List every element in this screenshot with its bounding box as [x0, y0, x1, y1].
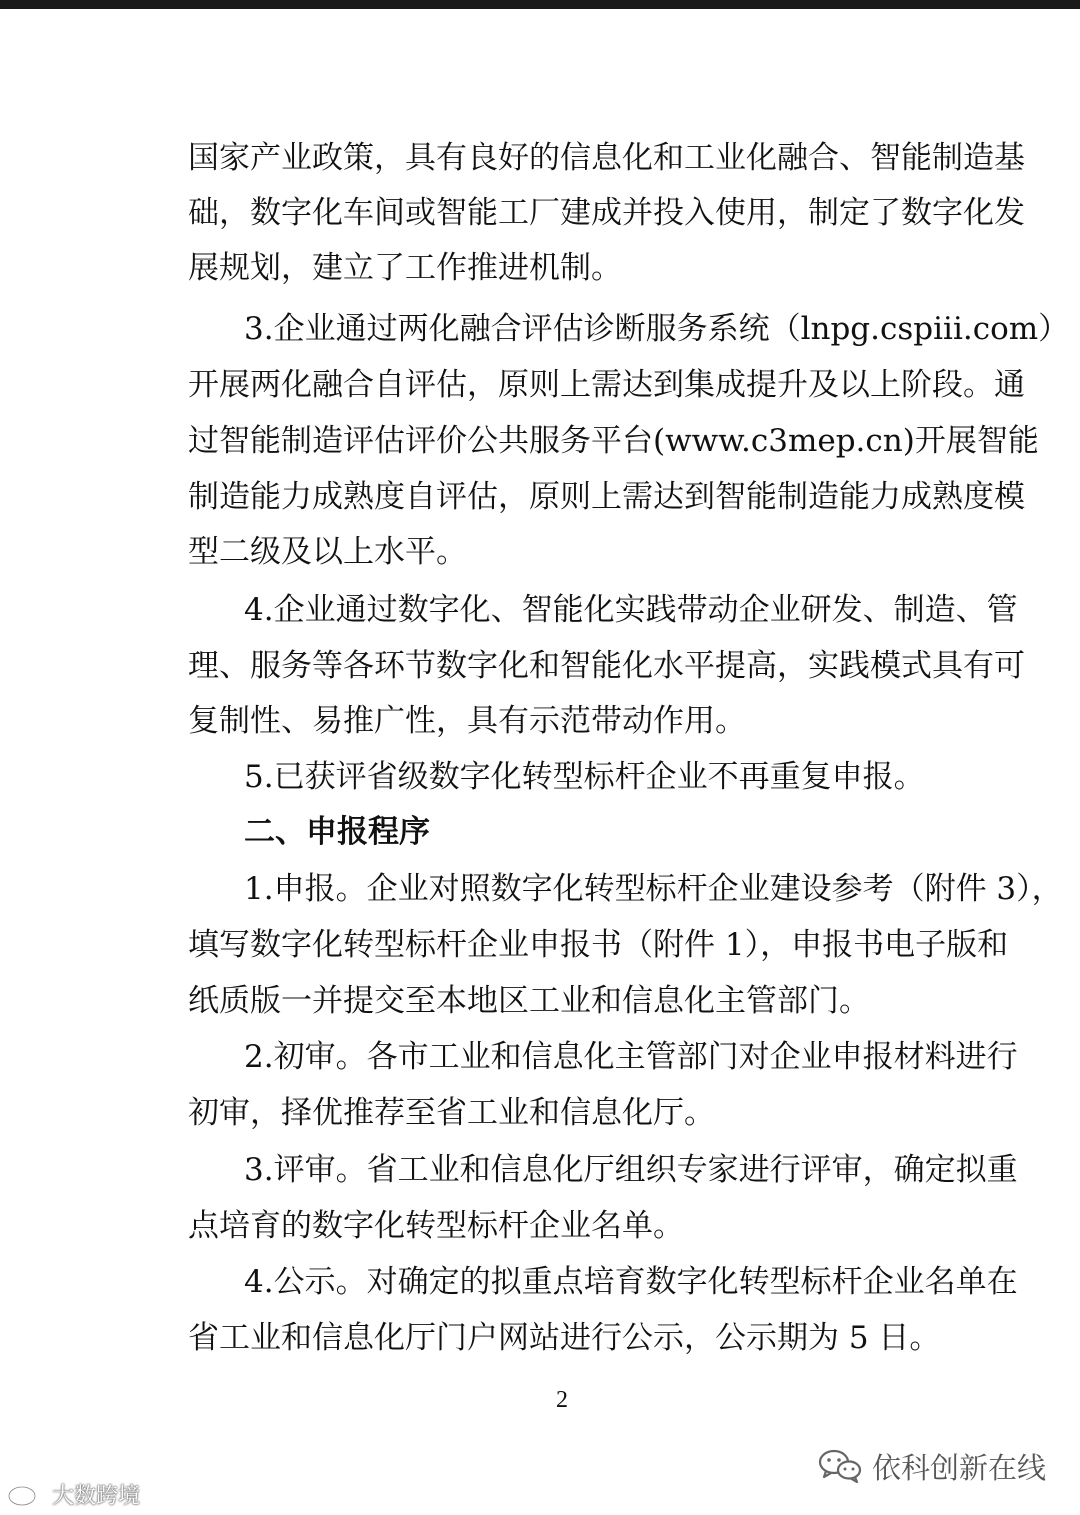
- paragraph-line: 3.企业通过两化融合评估诊断服务系统（lnpg.cspiii.com）: [244, 311, 1070, 347]
- wechat-account-name: 依科创新在线: [871, 1450, 1046, 1485]
- paragraph-line: 1.申报。企业对照数字化转型标杆企业建设参考（附件 3），: [244, 871, 1063, 907]
- weibo-icon: [6, 1481, 46, 1507]
- paragraph-line: 点培育的数字化转型标杆企业名单。: [188, 1208, 684, 1244]
- paragraph-line: 开展两化融合自评估，原则上需达到集成提升及以上阶段。通: [188, 367, 1025, 403]
- paragraph-line: 国家产业政策，具有良好的信息化和工业化融合、智能制造基: [188, 140, 1025, 176]
- paragraph-line: 填写数字化转型标杆企业申报书（附件 1），申报书电子版和: [188, 927, 1009, 963]
- weibo-watermark: [6, 1478, 140, 1510]
- paragraph-line: 4.企业通过数字化、智能化实践带动企业研发、制造、管: [244, 592, 1018, 628]
- paragraph-line: 2.初审。各市工业和信息化主管部门对企业申报材料进行: [244, 1039, 1018, 1075]
- paragraph-line: 3.评审。省工业和信息化厅组织专家进行评审，确定拟重: [244, 1152, 1018, 1188]
- paragraph-line: 过智能制造评估评价公共服务平台(www.c3mep.cn)开展智能: [188, 423, 1039, 459]
- paragraph-line: 展规划，建立了工作推进机制。: [188, 250, 622, 286]
- page-number: 2: [556, 1387, 568, 1413]
- weibo-account-name: 大数跨境: [52, 1483, 141, 1509]
- section-heading: 二、申报程序: [244, 814, 430, 850]
- paragraph-line: 纸质版一并提交至本地区工业和信息化主管部门。: [188, 983, 870, 1019]
- paragraph-line: 础，数字化车间或智能工厂建成并投入使用，制定了数字化发: [188, 195, 1025, 231]
- paragraph-line: 制造能力成熟度自评估，原则上需达到智能制造能力成熟度模: [188, 479, 1025, 515]
- wechat-watermark: [818, 1446, 1046, 1486]
- paragraph-line: 省工业和信息化厅门户网站进行公示，公示期为 5 日。: [188, 1320, 941, 1356]
- paragraph-line: 4.公示。对确定的拟重点培育数字化转型标杆企业名单在: [244, 1264, 1018, 1300]
- wechat-icon: [818, 1449, 862, 1483]
- paragraph-line: 初审，择优推荐至省工业和信息化厅。: [188, 1095, 715, 1131]
- paragraph-line: 5.已获评省级数字化转型标杆企业不再重复申报。: [244, 759, 925, 795]
- paragraph-line: 理、服务等各环节数字化和智能化水平提高，实践模式具有可: [188, 648, 1025, 684]
- paragraph-line: 型二级及以上水平。: [188, 534, 467, 570]
- paragraph-line: 复制性、易推广性，具有示范带动作用。: [188, 703, 746, 739]
